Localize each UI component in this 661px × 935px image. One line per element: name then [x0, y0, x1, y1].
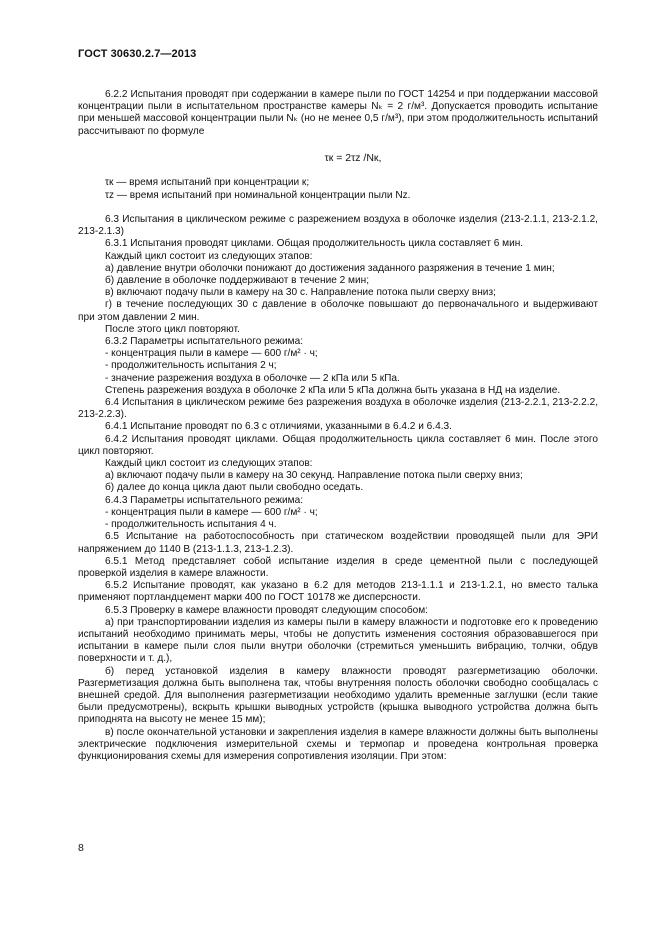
stage-a: а) давление внутри оболочки понижают до достижения заданного разряжения в течение 1 мин; [105, 262, 555, 274]
item-b: б) перед установкой изделия в камеру влажности проводят разгерметизацию оболочки. Разгерметизация должна быть выполнена так, чтобы внутренняя полость оболочки свободно сообщалась с внешней средой. Для выполнения разгерметизации необходимо удалить временные заглушки (если такие были предусмотрены), вскрыть крышки выводных устройств (крышка выводного устройства должна быть приподнята на высоту не менее 15 мм); [78, 665, 598, 726]
clause-6-4-2: 6.4.2 Испытания проводят циклами. Общая продолжительность цикла составляет 6 мин. После этого цикл повторяют. [78, 433, 598, 457]
param-duration: - продолжительность испытания 2 ч; [105, 360, 277, 372]
clause-6-3-1-stages: Каждый цикл состоит из следующих этапов: [105, 250, 313, 262]
definition-tau-k: τк — время испытаний при концентрации к; [105, 177, 310, 189]
clause-6-2-2: 6.2.2 Испытания проводят при содержании в камере пыли по ГОСТ 14254 и при поддержании массовой концентрации пыли в испытательном пространстве камеры Nₖ = 2 г/м³. Допускается проводить испытание при меньшей массовой концентрации пыли Nₖ (но не менее 0,5 г/м³), при этом продолжительность испытаний рассчитывают по формуле [78, 89, 598, 137]
definition-tau-z: τz — время испытаний при номинальной концентрации пыли Nz. [105, 190, 411, 202]
clause-6-5-2: 6.5.2 Испытание проводят, как указано в 6.2 для методов 213-1.1.1 и 213-1.2.1, но вместо талька применяют портландцемент марки 400 по ГОСТ 10178 же дисперсности. [78, 580, 598, 604]
param-vacuum: - значение разрежения воздуха в оболочке — 2 кПа или 5 кПа. [105, 372, 400, 384]
param-duration-2: - продолжительность испытания 4 ч. [105, 519, 277, 531]
clause-6-4-1: 6.4.1 Испытание проводят по 6.3 с отличиями, указанными в 6.4.2 и 6.4.3. [105, 421, 452, 433]
document-body [78, 89, 598, 763]
clause-6-3-2: 6.3.2 Параметры испытательного режима: [105, 336, 304, 348]
param-concentration: - концентрация пыли в камере — 600 г/м² · ч; [105, 348, 318, 360]
document-header: ГОСТ 30630.2.7—2013 [78, 48, 197, 60]
formula: τк = 2τz /Nк, [324, 151, 382, 164]
clause-6-3: 6.3 Испытания в циклическом режиме с разрежением воздуха в оболочке изделия (213-2.1.1, 213-2.1.2, 213-2.1.3) [78, 214, 598, 238]
clause-6-4: 6.4 Испытания в циклическом режиме без разрежения воздуха в оболочке изделия (213-2.2.1, 213-2.2.2, 213-2.2.3). [78, 397, 598, 421]
cycle-repeat: После этого цикл повторяют. [105, 323, 240, 335]
page-number: 8 [78, 842, 84, 854]
formula-definitions [78, 176, 598, 202]
stage-a-2: а) включают подачу пыли в камеру на 30 секунд. Направление потока пыли сверху вниз; [105, 470, 523, 482]
clause-6-5: 6.5 Испытание на работоспособность при статическом воздействии проводящей пыли для ЭРИ напряжением до 1140 В (213-1.1.3, 213-1.2.3). [78, 531, 598, 555]
clause-6-5-3: 6.5.3 Проверку в камере влажности проводят следующим способом: [105, 604, 428, 616]
clause-6-3-1: 6.3.1 Испытания проводят циклами. Общая продолжительность цикла составляет 6 мин. [105, 238, 524, 250]
stage-v: в) включают подачу пыли в камеру на 30 с. Направление потока пыли сверху вниз; [105, 287, 496, 299]
item-a: а) при транспортировании изделия из камеры пыли в камеру влажности и подготовке его к проведению испытаний необходимо принимать меры, чтобы не допустить изменения состояния образовавшегося при испытании в камере пыли слоя пыли внутри оболочки (стремиться уменьшить вибрацию, толчки, обдув поверхности и т. д.), [78, 616, 598, 665]
stage-b-2: б) далее до конца цикла дают пыли свободно оседать. [105, 482, 364, 494]
item-v: в) после окончательной установки и закрепления изделия в камере влажности должны быть выполнены электрические подключения измерительной схемы и термопар и проведена контрольная проверка функционирования схемы для измерения сопротивления изоляции. При этом: [78, 726, 598, 762]
clause-6-4-3: 6.4.3 Параметры испытательного режима: [105, 494, 304, 506]
clause-6-3-2-note: Степень разрежения воздуха в оболочке 2 кПа или 5 кПа должна быть указана в НД на изделие. [105, 384, 561, 396]
stage-b: б) давление в оболочке поддерживают в течение 2 мин; [105, 275, 369, 287]
stage-g: г) в течение последующих 30 с давление в оболочке повышают до первоначального и выдерживают при этом давлении 2 мин. [78, 299, 598, 323]
param-concentration-2: - концентрация пыли в камере — 600 г/м² · ч; [105, 506, 318, 518]
clause-6-4-2-stages: Каждый цикл состоит из следующих этапов: [105, 458, 313, 470]
clause-6-5-1: 6.5.1 Метод представляет собой испытание изделия в среде цементной пыли с последующей проверкой изделия в камере влажности. [78, 555, 598, 579]
